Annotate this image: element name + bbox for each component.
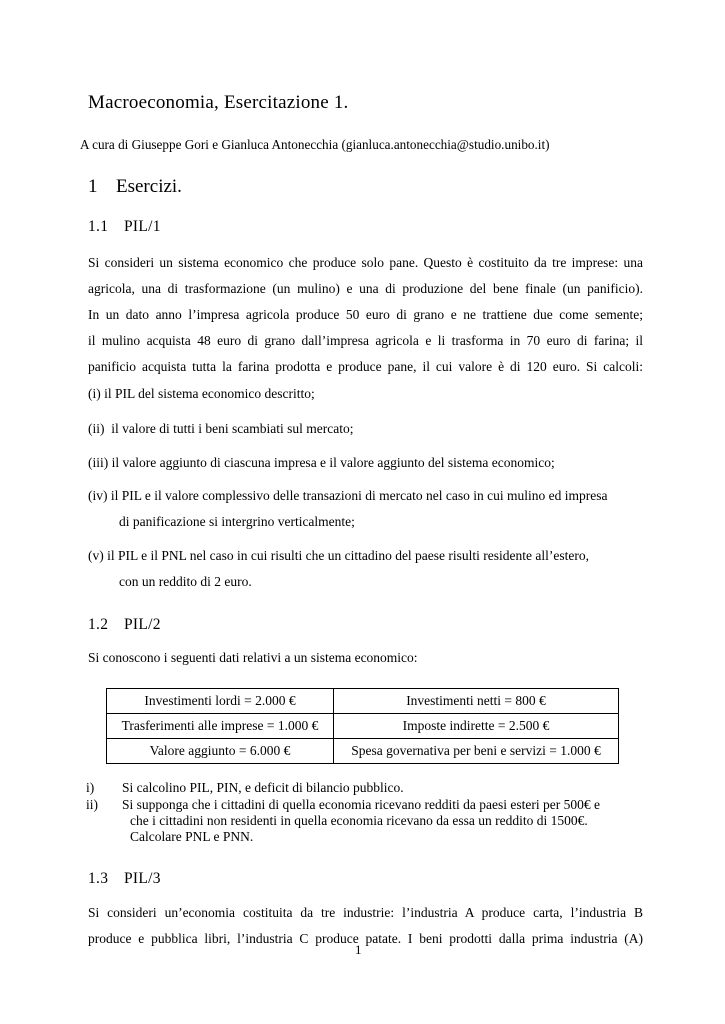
authors-line: A cura di Giuseppe Gori e Gianluca Antonecchia (gianluca.antonecchia@studio.unibo.it) <box>80 137 550 152</box>
table-cell: Valore aggiunto = 6.000 € <box>107 739 334 764</box>
list-item <box>88 421 353 437</box>
table-cell: Investimenti lordi = 2.000 € <box>107 689 334 714</box>
subsection-heading-1-2 <box>88 616 161 634</box>
table-row <box>107 689 619 714</box>
list-item-text: il PIL e il valore complessivo delle transazioni di mercato nel caso in cui mulino ed impresa <box>110 488 608 503</box>
table-cell: Investimenti netti = 800 € <box>333 689 618 714</box>
data-table <box>106 688 619 764</box>
list-item <box>88 455 555 471</box>
list-item <box>88 386 315 402</box>
table-cell: Trasferimenti alle imprese = 1.000 € <box>107 714 334 739</box>
list-item-label: (v) <box>88 548 104 563</box>
list-item-text: il PIL e il PNL nel caso in cui risulti che un cittadino del paese risulti residente all’estero, <box>107 548 589 563</box>
question-label: ii) <box>86 797 98 812</box>
question-text: Calcolare PNL e PNN. <box>130 829 254 844</box>
list-item-label: (ii) <box>88 421 105 436</box>
paragraph-line: Si consideri un sistema economico che produce solo pane. Questo è costituito da tre imprese: una <box>88 255 643 270</box>
paragraph-line: il mulino acquista 48 euro di grano dall’impresa agricola e li trasforma in 70 euro di farina; il <box>88 333 643 348</box>
subsection-title: PIL/1 <box>124 218 161 235</box>
section-heading <box>88 176 182 198</box>
subsection-title: PIL/3 <box>124 870 161 887</box>
paragraph-1-2-intro: Si conoscono i seguenti dati relativi a un sistema economico: <box>88 650 418 665</box>
page-number: 1 <box>355 942 362 957</box>
subsection-heading-1-1 <box>88 218 161 236</box>
paragraph-line: In un dato anno l’impresa agricola produce 50 euro di grano e ne trattiene due come semente; <box>88 307 643 322</box>
list-item-text: il PIL del sistema economico descritto; <box>104 386 315 401</box>
table-row <box>107 714 619 739</box>
table-cell: Imposte indirette = 2.500 € <box>333 714 618 739</box>
table-row <box>107 739 619 764</box>
question-label: i) <box>86 780 95 795</box>
list-item-label: (iii) <box>88 455 109 470</box>
question-text: Si supponga che i cittadini di quella economia ricevano redditi da paesi esteri per 500€ e <box>122 797 600 812</box>
document-title: Macroeconomia, Esercitazione 1. <box>88 92 349 113</box>
list-item <box>88 548 589 564</box>
list-item <box>88 488 607 504</box>
list-item-label: (iv) <box>88 488 108 503</box>
table-cell: Spesa governativa per beni e servizi = 1.000 € <box>333 739 618 764</box>
subsection-heading-1-3 <box>88 870 161 888</box>
paragraph-line: agricola, una di trasformazione (un mulino) e una di produzione del bene finale (un panificio). <box>88 281 643 296</box>
paragraph-line: panificio acquista tutta la farina prodotta e produce pane, il cui valore è di 120 euro. Si calcoli: <box>88 359 643 374</box>
list-item-continuation: di panificazione si intergrino verticalmente; <box>119 514 355 529</box>
subsection-title: PIL/2 <box>124 616 161 633</box>
paragraph-line: produce e pubblica libri, l’industria C produce patate. I beni prodotti dalla prima industria (A) <box>88 931 643 946</box>
subsection-number: 1.1 <box>88 218 109 235</box>
list-item-continuation: con un reddito di 2 euro. <box>119 574 252 589</box>
question-text: Si calcolino PIL, PIN, e deficit di bilancio pubblico. <box>122 780 404 795</box>
section-number: 1 <box>88 176 98 197</box>
paragraph-1-3 <box>88 900 643 952</box>
section-title: Esercizi. <box>116 176 182 197</box>
list-item-text: il valore aggiunto di ciascuna impresa e il valore aggiunto del sistema economico; <box>111 455 555 470</box>
list-item-label: (i) <box>88 386 101 401</box>
list-item-text: il valore di tutti i beni scambiati sul mercato; <box>111 421 354 436</box>
subsection-number: 1.3 <box>88 870 109 887</box>
question-text: che i cittadini non residenti in quella economia ricevano da essa un reddito di 1500€. <box>130 813 588 828</box>
paragraph-1-1 <box>88 250 643 380</box>
paragraph-line: Si consideri un’economia costituita da tre industrie: l’industria A produce carta, l’industria B <box>88 905 643 920</box>
subsection-number: 1.2 <box>88 616 109 633</box>
